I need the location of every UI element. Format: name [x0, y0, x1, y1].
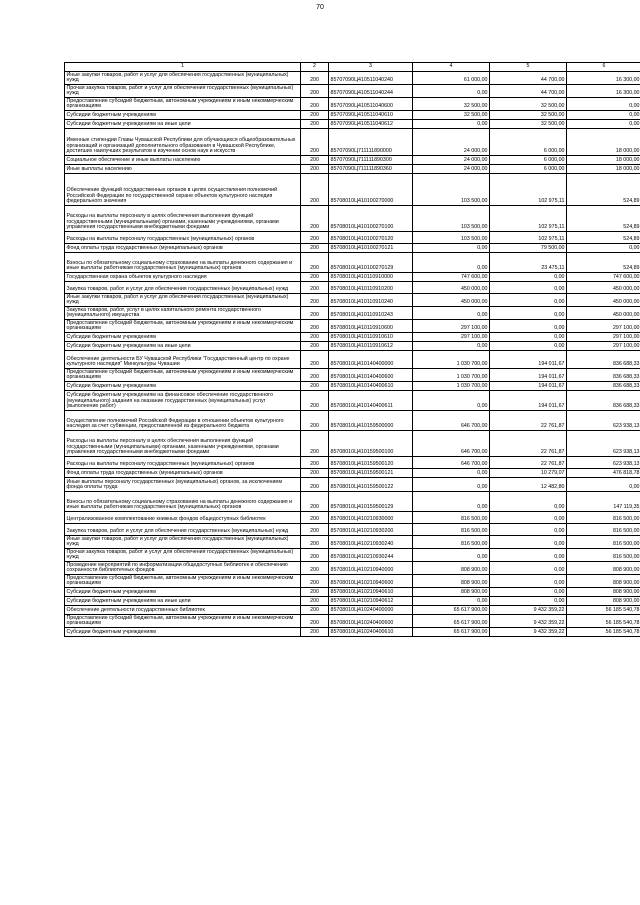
row-approved-amount: 808 900,00: [413, 588, 490, 597]
row-line-code: 200: [301, 492, 329, 512]
row-budget-code: 85708010Ц410110910000: [329, 273, 413, 282]
row-description: Субсидии бюджетным учреждениям на иные цели: [65, 120, 301, 129]
row-budget-code: 85708010Ц410159500100: [329, 431, 413, 457]
row-line-code: 200: [301, 206, 329, 232]
row-executed-amount: 9 432 359,22: [490, 606, 567, 615]
row-line-code: 200: [301, 411, 329, 431]
table-row: [65, 575, 640, 588]
row-unexecuted-amount: 623 938,13: [567, 411, 640, 431]
row-line-code: 200: [301, 273, 329, 282]
row-unexecuted-amount: 524,89: [567, 206, 640, 232]
row-unexecuted-amount: 836 688,33: [567, 369, 640, 382]
row-executed-amount: 0,00: [490, 320, 567, 333]
header-row: [65, 63, 640, 72]
column-header: 4: [413, 63, 490, 72]
row-budget-code: 85707090Ц711111890300: [329, 156, 413, 165]
row-budget-code: 85708010Ц410210940612: [329, 597, 413, 606]
row-line-code: 200: [301, 369, 329, 382]
row-budget-code: 85708010Ц410159500129: [329, 492, 413, 512]
row-unexecuted-amount: 0,00: [567, 111, 640, 120]
row-description: Расходы на выплаты персоналу государственных (муниципальных) органов: [65, 232, 301, 244]
row-approved-amount: 0,00: [413, 469, 490, 478]
row-unexecuted-amount: 0,00: [567, 98, 640, 111]
row-approved-amount: 0,00: [413, 253, 490, 273]
table-row: [65, 156, 640, 165]
table-row: [65, 628, 640, 637]
row-unexecuted-amount: 450 000,00: [567, 294, 640, 307]
row-unexecuted-amount: 816 500,00: [567, 524, 640, 536]
row-executed-amount: 12 482,80: [490, 478, 567, 492]
row-approved-amount: 450 000,00: [413, 282, 490, 294]
row-unexecuted-amount: 524,89: [567, 174, 640, 206]
row-line-code: 200: [301, 536, 329, 549]
row-unexecuted-amount: 808 900,00: [567, 597, 640, 606]
row-description: Государственная охрана объектов культурного наследия: [65, 273, 301, 282]
row-line-code: 200: [301, 628, 329, 637]
row-budget-code: 85708010Ц410110910600: [329, 320, 413, 333]
row-executed-amount: 194 011,67: [490, 391, 567, 411]
table-row: [65, 524, 640, 536]
budget-table: [64, 62, 640, 637]
row-approved-amount: 808 900,00: [413, 575, 490, 588]
row-executed-amount: 0,00: [490, 562, 567, 575]
row-description: Осуществление полномочий Российской Федерации в отношении объектов культурного наследия за счет субвенции, предоставленной из федерального бюджета: [65, 411, 301, 431]
row-executed-amount: 0,00: [490, 492, 567, 512]
row-unexecuted-amount: 0,00: [567, 478, 640, 492]
row-budget-code: 85708010Ц410210940610: [329, 588, 413, 597]
table-row: [65, 85, 640, 98]
row-approved-amount: 0,00: [413, 85, 490, 98]
row-approved-amount: 450 000,00: [413, 294, 490, 307]
row-approved-amount: 32 500,00: [413, 98, 490, 111]
row-budget-code: 85707090Ц410511040612: [329, 120, 413, 129]
row-unexecuted-amount: 56 185 540,78: [567, 606, 640, 615]
row-approved-amount: 816 500,00: [413, 512, 490, 524]
row-approved-amount: 0,00: [413, 244, 490, 253]
row-budget-code: 85708010Ц410240400600: [329, 615, 413, 628]
row-budget-code: 85708010Ц410140400000: [329, 351, 413, 369]
row-budget-code: 85708010Ц410110910243: [329, 307, 413, 320]
row-approved-amount: 0,00: [413, 597, 490, 606]
row-executed-amount: 102 975,11: [490, 206, 567, 232]
table-row: [65, 588, 640, 597]
row-approved-amount: 646 700,00: [413, 431, 490, 457]
table-row: [65, 382, 640, 391]
row-budget-code: 85708010Ц410140400611: [329, 391, 413, 411]
row-description: Иные закупки товаров, работ и услуг для обеспечения государственных (муниципальных) нужд: [65, 72, 301, 85]
row-executed-amount: 0,00: [490, 575, 567, 588]
row-executed-amount: 102 975,11: [490, 232, 567, 244]
row-executed-amount: 6 000,00: [490, 129, 567, 156]
row-approved-amount: 0,00: [413, 549, 490, 562]
table-row: [65, 597, 640, 606]
row-approved-amount: 1 030 700,00: [413, 382, 490, 391]
row-budget-code: 85707090Ц410511040240: [329, 72, 413, 85]
column-header: 1: [65, 63, 301, 72]
row-unexecuted-amount: 524,89: [567, 253, 640, 273]
row-unexecuted-amount: 836 688,33: [567, 351, 640, 369]
row-description: Расходы на выплаты персоналу государственных (муниципальных) органов: [65, 457, 301, 469]
row-executed-amount: 194 011,67: [490, 382, 567, 391]
table-row: [65, 615, 640, 628]
row-approved-amount: 0,00: [413, 342, 490, 351]
row-line-code: 200: [301, 562, 329, 575]
row-unexecuted-amount: 450 000,00: [567, 282, 640, 294]
row-line-code: 200: [301, 391, 329, 411]
row-executed-amount: 79 500,00: [490, 244, 567, 253]
table-row: [65, 512, 640, 524]
row-unexecuted-amount: 816 500,00: [567, 512, 640, 524]
row-budget-code: 85708010Ц410210930240: [329, 536, 413, 549]
row-unexecuted-amount: 524,89: [567, 232, 640, 244]
table-row: [65, 320, 640, 333]
row-executed-amount: 0,00: [490, 524, 567, 536]
row-budget-code: 85708010Ц410140400600: [329, 369, 413, 382]
row-line-code: 200: [301, 120, 329, 129]
table-row: [65, 282, 640, 294]
row-description: Закупка товаров, работ и услуг для обеспечения государственных (муниципальных) нужд: [65, 524, 301, 536]
row-approved-amount: 65 617 900,00: [413, 606, 490, 615]
row-executed-amount: 194 011,67: [490, 351, 567, 369]
row-executed-amount: 0,00: [490, 597, 567, 606]
row-approved-amount: 103 500,00: [413, 206, 490, 232]
row-description: Предоставление субсидий бюджетным, автономным учреждениям и иным некоммерческим организациям: [65, 369, 301, 382]
row-unexecuted-amount: 0,00: [567, 244, 640, 253]
row-executed-amount: 10 279,07: [490, 469, 567, 478]
row-budget-code: 85708010Ц410159500121: [329, 469, 413, 478]
row-line-code: 200: [301, 575, 329, 588]
row-line-code: 200: [301, 512, 329, 524]
row-description: Субсидии бюджетным учреждениям на финансовое обеспечение государственного (муниципального) задания на оказание государственных (муниципальных) услуг (выполнение работ): [65, 391, 301, 411]
row-unexecuted-amount: 16 300,00: [567, 72, 640, 85]
row-line-code: 200: [301, 549, 329, 562]
row-unexecuted-amount: 18 000,00: [567, 129, 640, 156]
row-budget-code: 85708010Ц410210940000: [329, 562, 413, 575]
row-budget-code: 85708010Ц410159500120: [329, 457, 413, 469]
row-approved-amount: 103 500,00: [413, 174, 490, 206]
row-description: Расходы на выплаты персоналу в целях обеспечения выполнения функций государственными (муниципальными) органами, казенными учреждениями, органами управления государственными внебюджетными фондами: [65, 431, 301, 457]
table-row: [65, 165, 640, 174]
row-executed-amount: 102 975,11: [490, 174, 567, 206]
table-row: [65, 232, 640, 244]
row-executed-amount: 0,00: [490, 273, 567, 282]
row-line-code: 200: [301, 307, 329, 320]
row-budget-code: 85708010Ц410210930000: [329, 512, 413, 524]
row-executed-amount: 6 000,00: [490, 156, 567, 165]
row-line-code: 200: [301, 606, 329, 615]
row-line-code: 200: [301, 382, 329, 391]
row-executed-amount: 6 000,00: [490, 165, 567, 174]
row-unexecuted-amount: 808 900,00: [567, 575, 640, 588]
row-budget-code: 85708010Ц410100270121: [329, 244, 413, 253]
table-row: [65, 120, 640, 129]
table-row: [65, 457, 640, 469]
row-budget-code: 85708010Ц410210940600: [329, 575, 413, 588]
row-approved-amount: 24 000,00: [413, 165, 490, 174]
column-header: 5: [490, 63, 567, 72]
row-executed-amount: 0,00: [490, 588, 567, 597]
row-description: Обеспечение деятельности БУ Чувашской Республики "Государственный центр по охране культурного наследия" Минкультуры Чувашии: [65, 351, 301, 369]
table-row: [65, 478, 640, 492]
row-budget-code: 85708010Ц410110910240: [329, 294, 413, 307]
row-description: Предоставление субсидий бюджетным, автономным учреждениям и иным некоммерческим организациям: [65, 98, 301, 111]
row-budget-code: 85707090Ц410511040610: [329, 111, 413, 120]
row-approved-amount: 297 100,00: [413, 333, 490, 342]
row-unexecuted-amount: 56 185 540,78: [567, 628, 640, 637]
table-row: [65, 562, 640, 575]
row-description: Субсидии бюджетным учреждениям: [65, 588, 301, 597]
table-row: [65, 129, 640, 156]
row-executed-amount: 44 700,00: [490, 85, 567, 98]
row-executed-amount: 0,00: [490, 536, 567, 549]
row-approved-amount: 65 617 900,00: [413, 628, 490, 637]
row-unexecuted-amount: 297 100,00: [567, 333, 640, 342]
row-executed-amount: 9 432 359,22: [490, 615, 567, 628]
row-approved-amount: 24 000,00: [413, 156, 490, 165]
row-unexecuted-amount: 623 938,13: [567, 431, 640, 457]
row-executed-amount: 0,00: [490, 282, 567, 294]
row-executed-amount: 0,00: [490, 307, 567, 320]
row-description: Фонд оплаты труда государственных (муниципальных) органов: [65, 469, 301, 478]
row-budget-code: 85708010Ц410159500000: [329, 411, 413, 431]
row-unexecuted-amount: 836 688,33: [567, 391, 640, 411]
row-executed-amount: 0,00: [490, 342, 567, 351]
row-unexecuted-amount: 450 000,00: [567, 307, 640, 320]
row-line-code: 200: [301, 98, 329, 111]
table-row: [65, 431, 640, 457]
row-approved-amount: 0,00: [413, 120, 490, 129]
row-description: Прочая закупка товаров, работ и услуг для обеспечения государственных (муниципальных) нужд: [65, 549, 301, 562]
row-approved-amount: 32 500,00: [413, 111, 490, 120]
column-header: 2: [301, 63, 329, 72]
row-description: Иные выплаты населению: [65, 165, 301, 174]
row-unexecuted-amount: 297 100,00: [567, 342, 640, 351]
row-executed-amount: 0,00: [490, 333, 567, 342]
row-approved-amount: 65 617 900,00: [413, 615, 490, 628]
row-line-code: 200: [301, 72, 329, 85]
row-approved-amount: 0,00: [413, 492, 490, 512]
row-budget-code: 85707090Ц711111890000: [329, 129, 413, 156]
row-approved-amount: 0,00: [413, 307, 490, 320]
row-budget-code: 85708010Ц410100270120: [329, 232, 413, 244]
row-line-code: 200: [301, 478, 329, 492]
table-row: [65, 411, 640, 431]
row-approved-amount: 808 900,00: [413, 562, 490, 575]
row-unexecuted-amount: 816 500,00: [567, 549, 640, 562]
row-description: Иные закупки товаров, работ и услуг для обеспечения государственных (муниципальных) нужд: [65, 536, 301, 549]
row-executed-amount: 32 500,00: [490, 120, 567, 129]
page-number: 70: [316, 4, 324, 11]
row-description: Предоставление субсидий бюджетным, автономным учреждениям и иным некоммерческим организациям: [65, 615, 301, 628]
row-unexecuted-amount: 747 600,00: [567, 273, 640, 282]
row-line-code: 200: [301, 597, 329, 606]
row-line-code: 200: [301, 253, 329, 273]
row-description: Взносы по обязательному социальному страхованию на выплаты денежного содержания и иные выплаты работникам государственных (муниципальных) органов: [65, 253, 301, 273]
row-budget-code: 85708010Ц410210930200: [329, 524, 413, 536]
table-row: [65, 244, 640, 253]
row-description: Закупка товаров, работ и услуг для обеспечения государственных (муниципальных) нужд: [65, 282, 301, 294]
column-header: 6: [567, 63, 640, 72]
table-row: [65, 333, 640, 342]
table-row: [65, 549, 640, 562]
row-line-code: 200: [301, 282, 329, 294]
row-line-code: 200: [301, 342, 329, 351]
row-description: Предоставление субсидий бюджетным, автономным учреждениям и иным некоммерческим организациям: [65, 575, 301, 588]
row-description: Проведение мероприятий по информатизации общедоступных библиотек и обеспечению сохранности библиотечных фондов: [65, 562, 301, 575]
row-executed-amount: 0,00: [490, 512, 567, 524]
table-row: [65, 469, 640, 478]
column-header: 3: [329, 63, 413, 72]
row-description: Социальное обеспечение и иные выплаты населению: [65, 156, 301, 165]
row-budget-code: 85708010Ц410100270000: [329, 174, 413, 206]
row-description: Фонд оплаты труда государственных (муниципальных) органов: [65, 244, 301, 253]
row-executed-amount: 22 761,87: [490, 431, 567, 457]
row-line-code: 200: [301, 615, 329, 628]
row-description: Расходы на выплаты персоналу в целях обеспечения выполнения функций государственными (муниципальными) органами, казенными учреждениями, органами управления государственными внебюджетными фондами: [65, 206, 301, 232]
row-description: Субсидии бюджетным учреждениям: [65, 111, 301, 120]
row-description: Субсидии бюджетным учреждениям: [65, 333, 301, 342]
table-row: [65, 369, 640, 382]
row-line-code: 200: [301, 351, 329, 369]
row-approved-amount: 816 500,00: [413, 536, 490, 549]
row-executed-amount: 23 475,11: [490, 253, 567, 273]
row-unexecuted-amount: 0,00: [567, 120, 640, 129]
row-approved-amount: 1 030 700,00: [413, 351, 490, 369]
row-budget-code: 85708010Ц410210930244: [329, 549, 413, 562]
row-line-code: 200: [301, 165, 329, 174]
row-description: Обеспечение функций государственных органов в целях осуществления полномочий Российской Федерации по государственной охране объектов культурного наследия федерального значения: [65, 174, 301, 206]
row-line-code: 200: [301, 129, 329, 156]
row-approved-amount: 297 100,00: [413, 320, 490, 333]
row-unexecuted-amount: 476 818,78: [567, 469, 640, 478]
row-budget-code: 85707090Ц410511040244: [329, 85, 413, 98]
row-budget-code: 85708010Ц410110910200: [329, 282, 413, 294]
row-budget-code: 85708010Ц410110910612: [329, 342, 413, 351]
row-budget-code: 85707090Ц410511040600: [329, 98, 413, 111]
row-line-code: 200: [301, 320, 329, 333]
row-line-code: 200: [301, 85, 329, 98]
table-row: [65, 111, 640, 120]
row-executed-amount: 0,00: [490, 549, 567, 562]
row-description: Закупка товаров, работ, услуг в целях капитального ремонта государственного (муниципального) имущества: [65, 307, 301, 320]
row-line-code: 200: [301, 431, 329, 457]
row-unexecuted-amount: 18 000,00: [567, 156, 640, 165]
row-unexecuted-amount: 808 900,00: [567, 562, 640, 575]
row-description: Взносы по обязательному социальному страхованию на выплаты денежного содержания и иные выплаты работникам государственных (муниципальных) органов: [65, 492, 301, 512]
table-row: [65, 273, 640, 282]
row-line-code: 200: [301, 333, 329, 342]
table-row: [65, 294, 640, 307]
row-approved-amount: 646 700,00: [413, 411, 490, 431]
row-line-code: 200: [301, 524, 329, 536]
row-budget-code: 85707090Ц711111890360: [329, 165, 413, 174]
row-approved-amount: 646 700,00: [413, 457, 490, 469]
row-unexecuted-amount: 18 000,00: [567, 165, 640, 174]
row-executed-amount: 32 500,00: [490, 98, 567, 111]
row-approved-amount: 103 500,00: [413, 232, 490, 244]
table-row: [65, 391, 640, 411]
table-row: [65, 253, 640, 273]
row-unexecuted-amount: 816 500,00: [567, 536, 640, 549]
row-budget-code: 85708010Ц410100270129: [329, 253, 413, 273]
row-description: Обеспечение деятельности государственных библиотек: [65, 606, 301, 615]
row-description: Прочая закупка товаров, работ и услуг для обеспечения государственных (муниципальных) нужд: [65, 85, 301, 98]
row-approved-amount: 0,00: [413, 391, 490, 411]
table-row: [65, 351, 640, 369]
row-executed-amount: 9 432 359,22: [490, 628, 567, 637]
row-line-code: 200: [301, 294, 329, 307]
table-row: [65, 536, 640, 549]
row-description: Субсидии бюджетным учреждениям на иные цели: [65, 597, 301, 606]
row-executed-amount: 0,00: [490, 294, 567, 307]
row-unexecuted-amount: 16 300,00: [567, 85, 640, 98]
row-line-code: 200: [301, 457, 329, 469]
row-line-code: 200: [301, 469, 329, 478]
row-budget-code: 85708010Ц410110910610: [329, 333, 413, 342]
row-approved-amount: 24 000,00: [413, 129, 490, 156]
row-executed-amount: 44 700,00: [490, 72, 567, 85]
table-row: [65, 492, 640, 512]
row-budget-code: 85708010Ц410159500122: [329, 478, 413, 492]
table-row: [65, 307, 640, 320]
row-approved-amount: 747 600,00: [413, 273, 490, 282]
row-unexecuted-amount: 623 938,13: [567, 457, 640, 469]
row-unexecuted-amount: 836 688,33: [567, 382, 640, 391]
table-body: [65, 72, 640, 637]
row-description: Иные выплаты персоналу государственных (муниципальных) органов, за исключением фонда оплаты труда: [65, 478, 301, 492]
row-approved-amount: 816 500,00: [413, 524, 490, 536]
row-approved-amount: 61 000,00: [413, 72, 490, 85]
row-unexecuted-amount: 297 100,00: [567, 320, 640, 333]
table-row: [65, 174, 640, 206]
table-row: [65, 342, 640, 351]
row-line-code: 200: [301, 232, 329, 244]
row-budget-code: 85708010Ц410240400610: [329, 628, 413, 637]
row-line-code: 200: [301, 174, 329, 206]
row-description: Субсидии бюджетным учреждениям: [65, 382, 301, 391]
row-description: Субсидии бюджетным учреждениям: [65, 628, 301, 637]
table-row: [65, 606, 640, 615]
row-line-code: 200: [301, 588, 329, 597]
row-unexecuted-amount: 56 185 540,78: [567, 615, 640, 628]
row-description: Субсидии бюджетным учреждениям на иные цели: [65, 342, 301, 351]
row-description: Иные закупки товаров, работ и услуг для обеспечения государственных (муниципальных) нужд: [65, 294, 301, 307]
table-row: [65, 98, 640, 111]
row-budget-code: 85708010Ц410140400610: [329, 382, 413, 391]
row-executed-amount: 194 011,67: [490, 369, 567, 382]
row-approved-amount: 0,00: [413, 478, 490, 492]
row-approved-amount: 1 030 700,00: [413, 369, 490, 382]
row-line-code: 200: [301, 244, 329, 253]
row-budget-code: 85708010Ц410100270100: [329, 206, 413, 232]
row-line-code: 200: [301, 156, 329, 165]
row-description: Именные стипендии Главы Чувашской Республики для обучающихся общеобразовательных организаций и организаций дополнительного образования в Чувашской Республике, достигших наилучших результатов в изучении основ наук и искусств: [65, 129, 301, 156]
table-row: [65, 72, 640, 85]
row-unexecuted-amount: 147 119,35: [567, 492, 640, 512]
row-description: Централизованное комплектование книжных фондов общедоступных библиотек: [65, 512, 301, 524]
table-row: [65, 206, 640, 232]
row-line-code: 200: [301, 111, 329, 120]
row-executed-amount: 32 500,00: [490, 111, 567, 120]
row-executed-amount: 22 761,87: [490, 457, 567, 469]
row-description: Предоставление субсидий бюджетным, автономным учреждениям и иным некоммерческим организациям: [65, 320, 301, 333]
row-budget-code: 85708010Ц410240400000: [329, 606, 413, 615]
row-executed-amount: 22 761,87: [490, 411, 567, 431]
row-unexecuted-amount: 808 900,00: [567, 588, 640, 597]
